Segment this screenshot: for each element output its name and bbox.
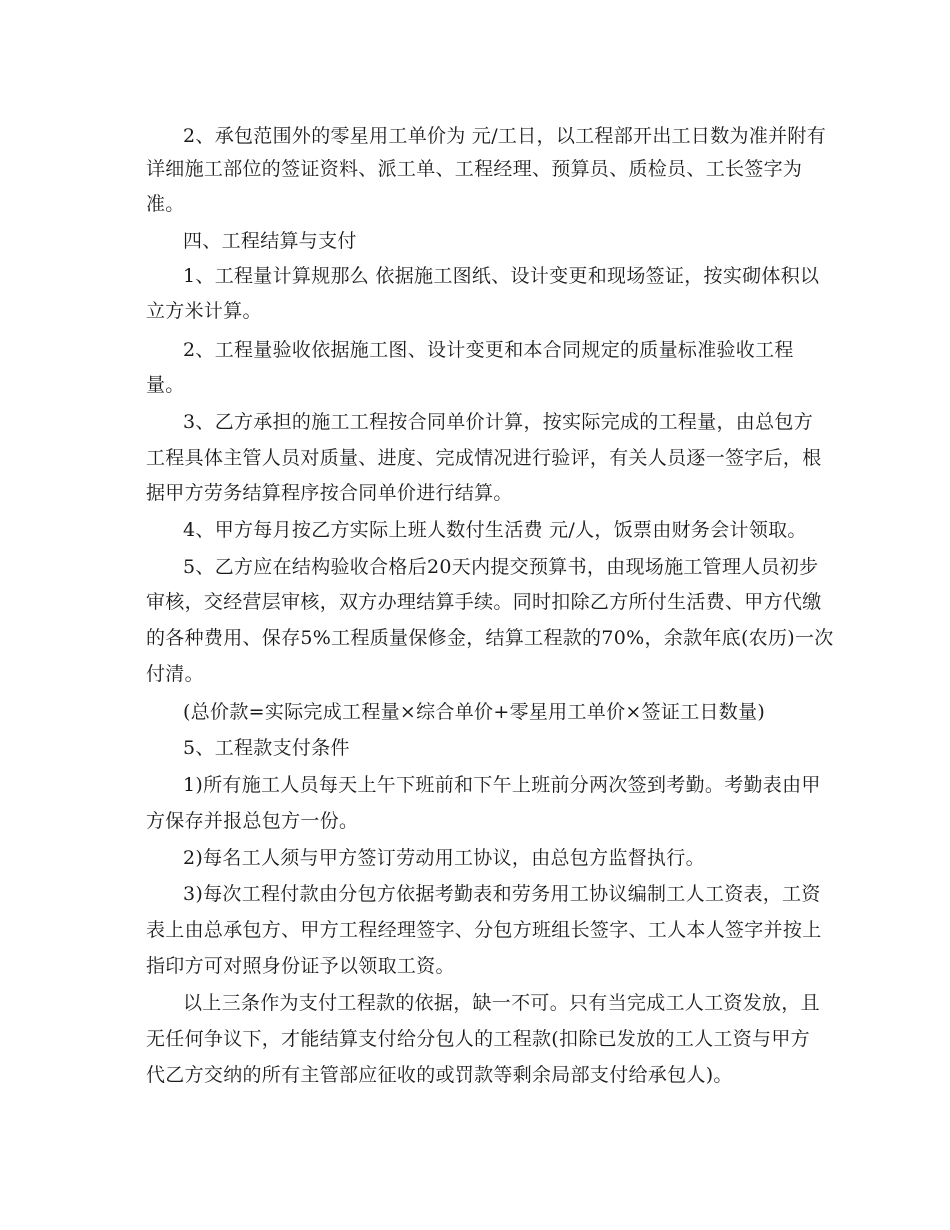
text-line: 1)所有施工人员每天上午下班前和下午上班前分两次签到考勤。考勤表由甲: [183, 774, 821, 796]
text-line: 方保存并报总包方一份。: [146, 810, 359, 832]
text-line: 工程具体主管人员对质量、进度、完成情况进行验评，有关人员逐一签字后，根: [146, 447, 822, 469]
text-line: 详细施工部位的签证资料、派工单、工程经理、预算员、质检员、工长签字为: [146, 158, 803, 180]
text-line: 审核，交经营层审核，双方办理结算手续。同时扣除乙方所付生活费、甲方代缴: [146, 591, 822, 613]
section-heading: 四、工程结算与支付: [183, 230, 357, 252]
formula-line: (总价款=实际完成工程量×综合单价+零星用工单价×签证工日数量): [183, 701, 766, 723]
text-line: 的各种费用、保存5%工程质量保修金，结算工程款的70%，余款年底(农历)一次: [146, 627, 834, 649]
section-heading: 5、工程款支付条件: [183, 737, 350, 759]
text-line: 3)每次工程付款由分包方依据考勤表和劳务用工协议编制工人工资表，工资: [183, 883, 821, 905]
text-line: 以上三条作为支付工程款的依据，缺一不可。只有当完成工人工资发放，且: [183, 992, 820, 1014]
text-line: 量。: [146, 374, 185, 396]
text-line: 无任何争议下，才能结算支付给分包人的工程款(扣除已发放的工人工资与甲方: [146, 1028, 810, 1050]
text-line: 4、甲方每月按乙方实际上班人数付生活费 元/人，饭票由财务会计领取。: [183, 519, 807, 541]
text-line: 5、乙方应在结构验收合格后20天内提交预算书，由现场施工管理人员初步: [183, 556, 819, 578]
text-line: 指印方可对照身份证予以领取工资。: [146, 955, 455, 977]
text-line: 2)每名工人须与甲方签订劳动用工协议，由总包方监督执行。: [183, 847, 705, 869]
text-line: 3、乙方承担的施工工程按合同单价计算，按实际完成的工程量，由总包方: [183, 411, 813, 433]
text-line: 付清。: [146, 663, 204, 685]
text-line: 表上由总承包方、甲方工程经理签字、分包方班组长签字、工人本人签字并按上: [146, 919, 822, 941]
text-line: 1、工程量计算规那么 依据施工图纸、设计变更和现场签证，按实砌体积以: [183, 265, 820, 287]
text-line: 2、承包范围外的零星用工单价为 元/工日，以工程部开出工日数为准并附有: [183, 125, 827, 147]
text-line: 据甲方劳务结算程序按合同单价进行结算。: [146, 482, 513, 504]
text-line: 立方米计算。: [146, 300, 262, 322]
text-line: 代乙方交纳的所有主管部应征收的或罚款等剩余局部支付给承包人)。: [146, 1064, 733, 1086]
text-line: 2、工程量验收依据施工图、设计变更和本合同规定的质量标准验收工程: [183, 339, 794, 361]
text-line: 准。: [146, 193, 185, 215]
